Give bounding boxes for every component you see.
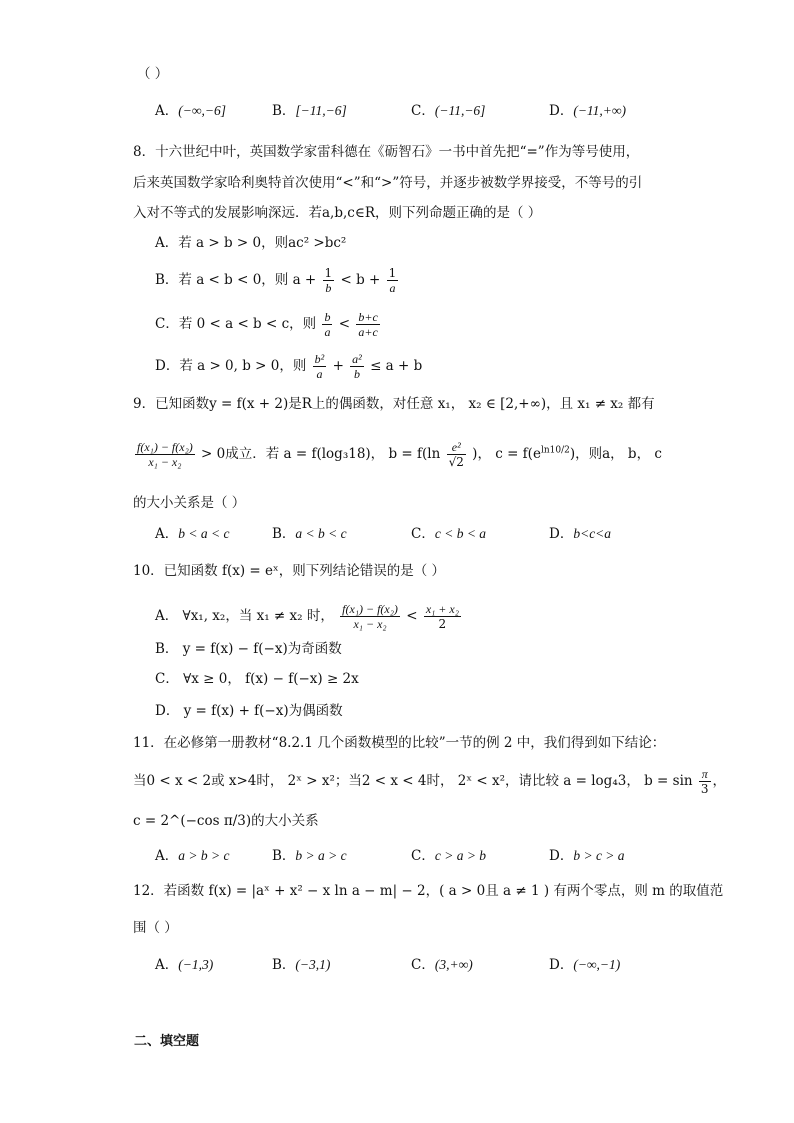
q7-option-d[interactable] (549, 101, 626, 121)
option-label: D． (549, 526, 574, 542)
fraction: $\frac{\text{a²}}{b}$ (352, 352, 362, 381)
q12-option-b[interactable] (272, 955, 330, 975)
option-text: D．若 a > 0, b > 0，则 (155, 358, 307, 374)
option-text: < b + (340, 272, 381, 288)
option-label: B． (272, 103, 296, 119)
q9-stem-line-3: 的大小关系是（ ） (133, 495, 246, 511)
fraction: $\frac{\text{b²}}{a}$ (314, 352, 325, 381)
option-text: [−11,−6] (295, 103, 347, 118)
q11-stem-line-1: 11．在必修第一册教材“8.2.1 几个函数模型的比较”一节的例 2 中，我们得到如下结论： (133, 735, 666, 751)
option-label: C． (411, 103, 435, 119)
q9-stem-line-1: 9．已知函数y = f(x + 2)是R上的偶函数，对任意 x₁， x₂ ∈ [2,+∞)，且 x₁ ≠ x₂ 都有 (133, 396, 655, 412)
option-text: A． ∀x₁, x₂，当 x₁ ≠ x₂ 时， (155, 608, 334, 624)
q12-option-c[interactable] (411, 955, 473, 975)
option-text: (−1,3) (178, 957, 214, 972)
q7-option-b[interactable] (272, 101, 347, 121)
q11-option-d[interactable] (549, 846, 625, 866)
option-label: A． (155, 957, 179, 973)
q7-option-c[interactable] (411, 101, 485, 121)
q10-stem: 10．已知函数 f(x) = eˣ，则下列结论错误的是（ ） (133, 563, 446, 579)
q11-option-a[interactable] (155, 846, 229, 866)
q11-option-c[interactable] (411, 846, 486, 866)
stem-text: )，则a， b， c (569, 446, 662, 462)
fraction: $\frac{\text{f(x₁) − f(x₂)}}{\text{x₁ − x₂}}$ (137, 440, 193, 469)
fraction: $\frac{b+c}{a+c}$ (358, 310, 378, 339)
q7-paren: （ ） (137, 66, 169, 82)
q12-stem-line-1: 12．若函数 f(x) = |aˣ + x² − x ln a − m| − 2，( a > 0且 a ≠ 1 ) 有两个零点，则 m 的取值范 (133, 883, 724, 899)
stem-text: )， c = f(e (472, 446, 541, 462)
q7-option-a[interactable] (155, 101, 226, 121)
q9-option-d[interactable] (549, 524, 611, 544)
option-text: b<c<a (573, 526, 612, 541)
option-label: C． (411, 526, 435, 542)
option-text: < (406, 608, 418, 624)
option-label: B． (272, 957, 296, 973)
q9-stem-line-2 (133, 440, 662, 469)
option-label: C． (411, 957, 435, 973)
option-label: D． (549, 957, 574, 973)
q11-stem-line-3: c = 2^(−cos π/3)的大小关系 (133, 813, 319, 829)
stem-text: ， (712, 773, 727, 789)
option-text: b < a < c (178, 526, 230, 541)
option-text: b > a > c (295, 848, 347, 863)
option-text: (3,+∞) (434, 957, 473, 972)
q8-option-c[interactable] (155, 310, 382, 339)
option-text: (−11,−6] (434, 103, 486, 118)
option-label: B． (272, 526, 296, 542)
q8-option-b[interactable] (155, 266, 400, 295)
q10-option-c[interactable]: C． ∀x ≥ 0， f(x) − f(−x) ≥ 2x (155, 671, 359, 687)
q10-option-a[interactable] (155, 602, 463, 631)
q11-stem-line-2 (133, 767, 726, 796)
q12-stem-line-2: 围（ ） (133, 920, 178, 936)
q12-option-d[interactable] (549, 955, 620, 975)
q8-stem-line-2: 后来英国数学家哈利奥特首次使用“<”和“>”符号，并逐步被数学界接受，不等号的引 (133, 175, 643, 191)
option-label: D． (549, 848, 574, 864)
fraction: $\frac{\text{f(x₁) − f(x₂)}}{\text{x₁ − x₂}}$ (342, 602, 398, 631)
option-text: B．若 a < b < 0，则 a + (155, 272, 317, 288)
option-label: B． (272, 848, 296, 864)
q11-option-b[interactable] (272, 846, 347, 866)
option-text: a > b > c (178, 848, 230, 863)
q8-stem-line-3: 入对不等式的发展影响深远．若a,b,c∈R，则下列命题正确的是（ ） (133, 205, 542, 221)
option-text: c > a > b (434, 848, 487, 863)
stem-text: > 0成立．若 a = f(log₃18)， b = f(ln (201, 446, 441, 462)
q8-option-d[interactable] (155, 352, 422, 381)
option-text: (−∞,−6] (178, 103, 226, 118)
option-label: C． (411, 848, 435, 864)
q10-option-d[interactable]: D． y = f(x) + f(−x)为偶函数 (155, 703, 343, 719)
fraction: $\frac{b}{a}$ (324, 310, 331, 339)
option-text: c < b < a (434, 526, 487, 541)
option-text: a < b < c (295, 526, 347, 541)
option-label: A． (155, 526, 179, 542)
option-text: (−∞,−1) (573, 957, 621, 972)
exponent: ln10/2 (540, 445, 570, 456)
fraction: $\frac{\text{x₁ + x₂}}{2}$ (425, 602, 459, 631)
stem-text: 当0 < x < 2或 x>4时， 2ˣ > x²；当2 < x < 4时， 2ˣ < x²，请比较 a = log₄3， b = sin (133, 773, 693, 789)
fraction: $\frac{1}{b}$ (324, 266, 333, 295)
option-label: A． (155, 103, 179, 119)
q10-option-b[interactable]: B． y = f(x) − f(−x)为奇函数 (155, 641, 342, 657)
q9-option-c[interactable] (411, 524, 486, 544)
option-text: < (338, 316, 351, 332)
option-text: b > c > a (573, 848, 625, 863)
option-text: C．若 0 < a < b < c，则 (155, 316, 317, 332)
option-label: D． (549, 103, 574, 119)
fraction: $\frac{\text{e²}}{√2}$ (448, 440, 464, 469)
section-heading: 二、填空题 (134, 1034, 200, 1049)
q12-option-a[interactable] (155, 955, 213, 975)
q8-stem-line-1: 8．十六世纪中叶，英国数学家雷科德在《砺智石》一书中首先把“=”作为等号使用， (133, 144, 640, 160)
fraction: $\frac{\pi}{3}$ (700, 767, 709, 796)
q9-option-a[interactable] (155, 524, 229, 544)
option-label: A． (155, 848, 179, 864)
fraction: $\frac{1}{a}$ (388, 266, 397, 295)
q8-option-a[interactable]: A．若 a > b > 0，则ac² >bc² (155, 235, 347, 251)
option-text: (−11,+∞) (573, 103, 627, 118)
option-text: ≤ a + b (370, 358, 423, 374)
option-text: (−3,1) (295, 957, 331, 972)
option-text: + (332, 358, 344, 374)
q9-option-b[interactable] (272, 524, 347, 544)
